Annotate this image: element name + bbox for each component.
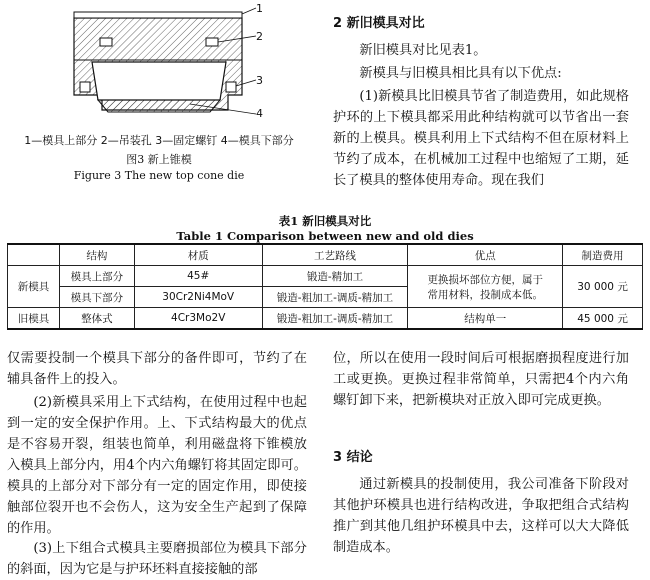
- table-header: 结构: [59, 244, 134, 266]
- section-2-heading: 2 新旧模具对比: [333, 16, 425, 31]
- table-row: [8, 266, 643, 287]
- figure-caption-cn: 图3 新上锥模: [126, 153, 192, 166]
- left-col-p2: (2)新模具采用上下式结构，在使用过程中也起到一定的安全保护作用。上、下式结构最大的优点是不容易开裂，组装也简单，利用磁盘将下锥模放入模具上部分内，用4个内六角螺钉将其固定即可。模具的上部分对下部分有一定的固定作用，即使接触部位裂开也不会伤人，这为安全生产起到了保障的作用。: [7, 395, 307, 536]
- table-cell: 模具下部分: [59, 287, 134, 308]
- section-2-p1: 新旧模具对比见表1。: [359, 43, 487, 58]
- callout-3: 3: [256, 74, 263, 87]
- table-cell: 结构单一: [408, 308, 563, 330]
- table-cell: 4Cr3Mo2V: [134, 308, 262, 330]
- callout-1: 1: [256, 2, 263, 15]
- table-cell: 30 000 元: [563, 266, 643, 308]
- section-3-p1: 通过新模具的投制使用，我公司准备下阶段对其他护环模具也进行结构改进，争取把组合式结构推广到其他几组护环模具中去，这样可以大大降低制造成本。: [333, 477, 629, 555]
- table-cell: 更换损坏部位方便，属于常用材料，投制成本低。: [408, 266, 563, 308]
- callout-4: 4: [256, 107, 263, 120]
- table-cell: 锻造-粗加工-调质-精加工: [262, 287, 408, 308]
- comparison-table: [7, 243, 643, 330]
- right-col-p1: 位，所以在使用一段时间后可根据磨损程度进行加工或更换。更换过程非常简单，只需把4个内六角螺钉卸下来，把新模块对正放入即可完成更换。: [333, 351, 629, 408]
- table-cell: 锻造-精加工: [262, 266, 408, 287]
- section-3-heading: 3 结论: [333, 450, 373, 465]
- section-2-p2: 新模具与旧模具相比具有以下优点:: [359, 66, 562, 81]
- table-cell: 整体式: [59, 308, 134, 330]
- table-header-row: [8, 244, 643, 266]
- table-header: 材质: [134, 244, 262, 266]
- left-col-p3: (3)上下组合式模具主要磨损部位为模具下部分的斜面，因为它是与护环坯料直接接触的部: [7, 541, 307, 577]
- table-cell: 30Cr2Ni4MoV: [134, 287, 262, 308]
- callout-2: 2: [256, 30, 263, 43]
- table-caption-en: Table 1 Comparison between new and old dies: [176, 229, 474, 243]
- figure-caption-en: Figure 3 The new top cone die: [73, 169, 245, 182]
- table-header: 制造费用: [563, 244, 643, 266]
- table-header: 工艺路线: [262, 244, 408, 266]
- section-2-p3: (1)新模具比旧模具节省了制造费用，如此规格护环的上下模具都采用此种结构就可以节省出一套新的上模具。模具利用上下式结构不但在原材料上节约了成本，在机械加工过程中也缩短了工期，延长了模具的整体使用寿命。现在我们: [333, 89, 629, 188]
- table-cell: 锻造-粗加工-调质-精加工: [262, 308, 408, 330]
- table-caption-cn: 表1 新旧模具对比: [278, 214, 372, 228]
- table-cell: 45 000 元: [563, 308, 643, 330]
- table-header: 优点: [408, 244, 563, 266]
- table-cell: 模具上部分: [59, 266, 134, 287]
- top-cone-die-drawing: [60, 0, 275, 118]
- figure-caption: [0, 152, 318, 184]
- table-row: [8, 308, 643, 330]
- table-header-blank: [8, 244, 60, 266]
- left-col-p1: 仅需要投制一个模具下部分的备件即可，节约了在辅具备件上的投入。: [7, 351, 307, 387]
- table-cell: 45#: [134, 266, 262, 287]
- row-group-label: 旧模具: [8, 308, 60, 330]
- table-caption: [0, 214, 650, 244]
- figure-legend: 1—模具上部分 2—吊装孔 3—固定螺钉 4—模具下部分: [24, 134, 294, 147]
- row-group-label: 新模具: [8, 266, 60, 308]
